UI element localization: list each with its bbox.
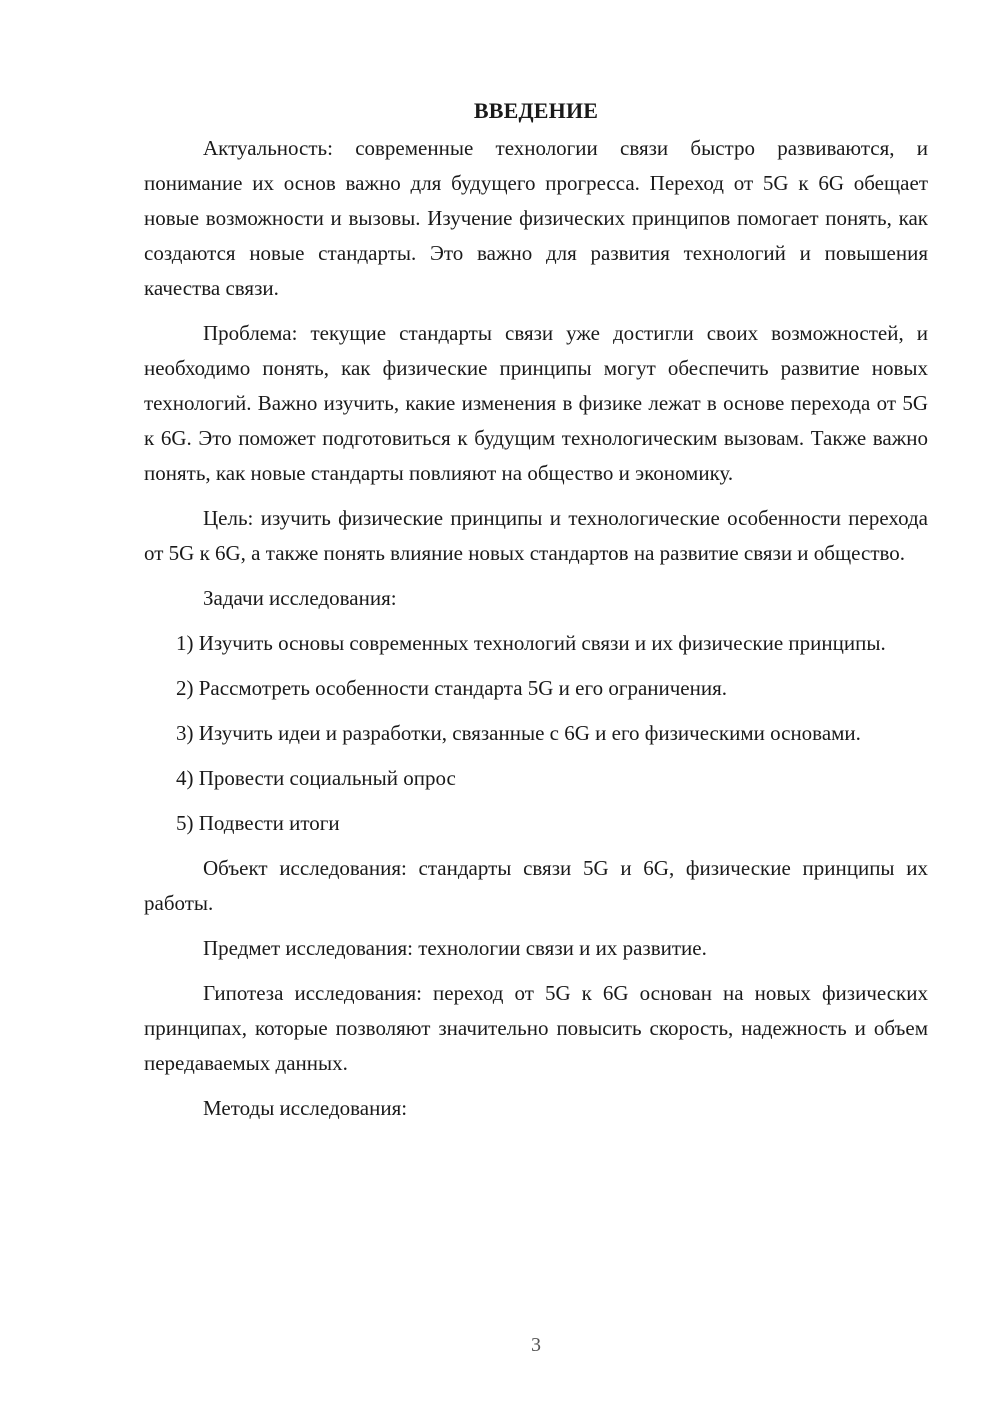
paragraph-goal: Цель: изучить физические принципы и технологические особенности перехода от 5G к 6G, а также понять влияние новых стандартов на развитие связи и общество. [144,506,928,565]
section-title: ВВЕДЕНИЕ [473,98,599,123]
paragraph-subject: Предмет исследования: технологии связи и их развитие. [203,936,707,960]
paragraph-tasks-heading: Задачи исследования: [203,586,397,610]
task-item-5: 5) Подвести итоги [176,811,340,835]
document-page [144,95,928,1136]
paragraph-relevance: Актуальность: современные технологии связи быстро развиваются, и понимание их основ важно для будущего прогресса. Переход от 5G к 6G обещает новые возможности и вызовы. Изучение физических принципов помогает понять, как создаются новые стандарты. Это важно для развития технологий и повышения качества связи. [144,136,928,300]
paragraph-object: Объект исследования: стандарты связи 5G и 6G, физические принципы их работы. [144,856,928,915]
page-number: 3 [531,1334,541,1356]
paragraph-methods-heading: Методы исследования: [203,1096,408,1120]
paragraph-problem: Проблема: текущие стандарты связи уже достигли своих возможностей, и необходимо понять, как физические принципы могут обеспечить развитие новых технологий. Важно изучить, какие изменения в физике лежат в основе перехода от 5G к 6G. Это поможет подготовиться к будущим технологическим вызовам. Также важно понять, как новые стандарты повлияют на общество и экономику. [144,321,928,485]
task-item-2: 2) Рассмотреть особенности стандарта 5G и его ограничения. [176,676,728,700]
task-item-3: 3) Изучить идеи и разработки, связанные с 6G и его физическими основами. [176,721,861,745]
task-item-4: 4) Провести социальный опрос [176,766,456,790]
task-item-1: 1) Изучить основы современных технологий связи и их физические принципы. [176,631,886,655]
paragraph-hypothesis: Гипотеза исследования: переход от 5G к 6G основан на новых физических принципах, которые позволяют значительно повысить скорость, надежность и объем передаваемых данных. [144,981,928,1075]
